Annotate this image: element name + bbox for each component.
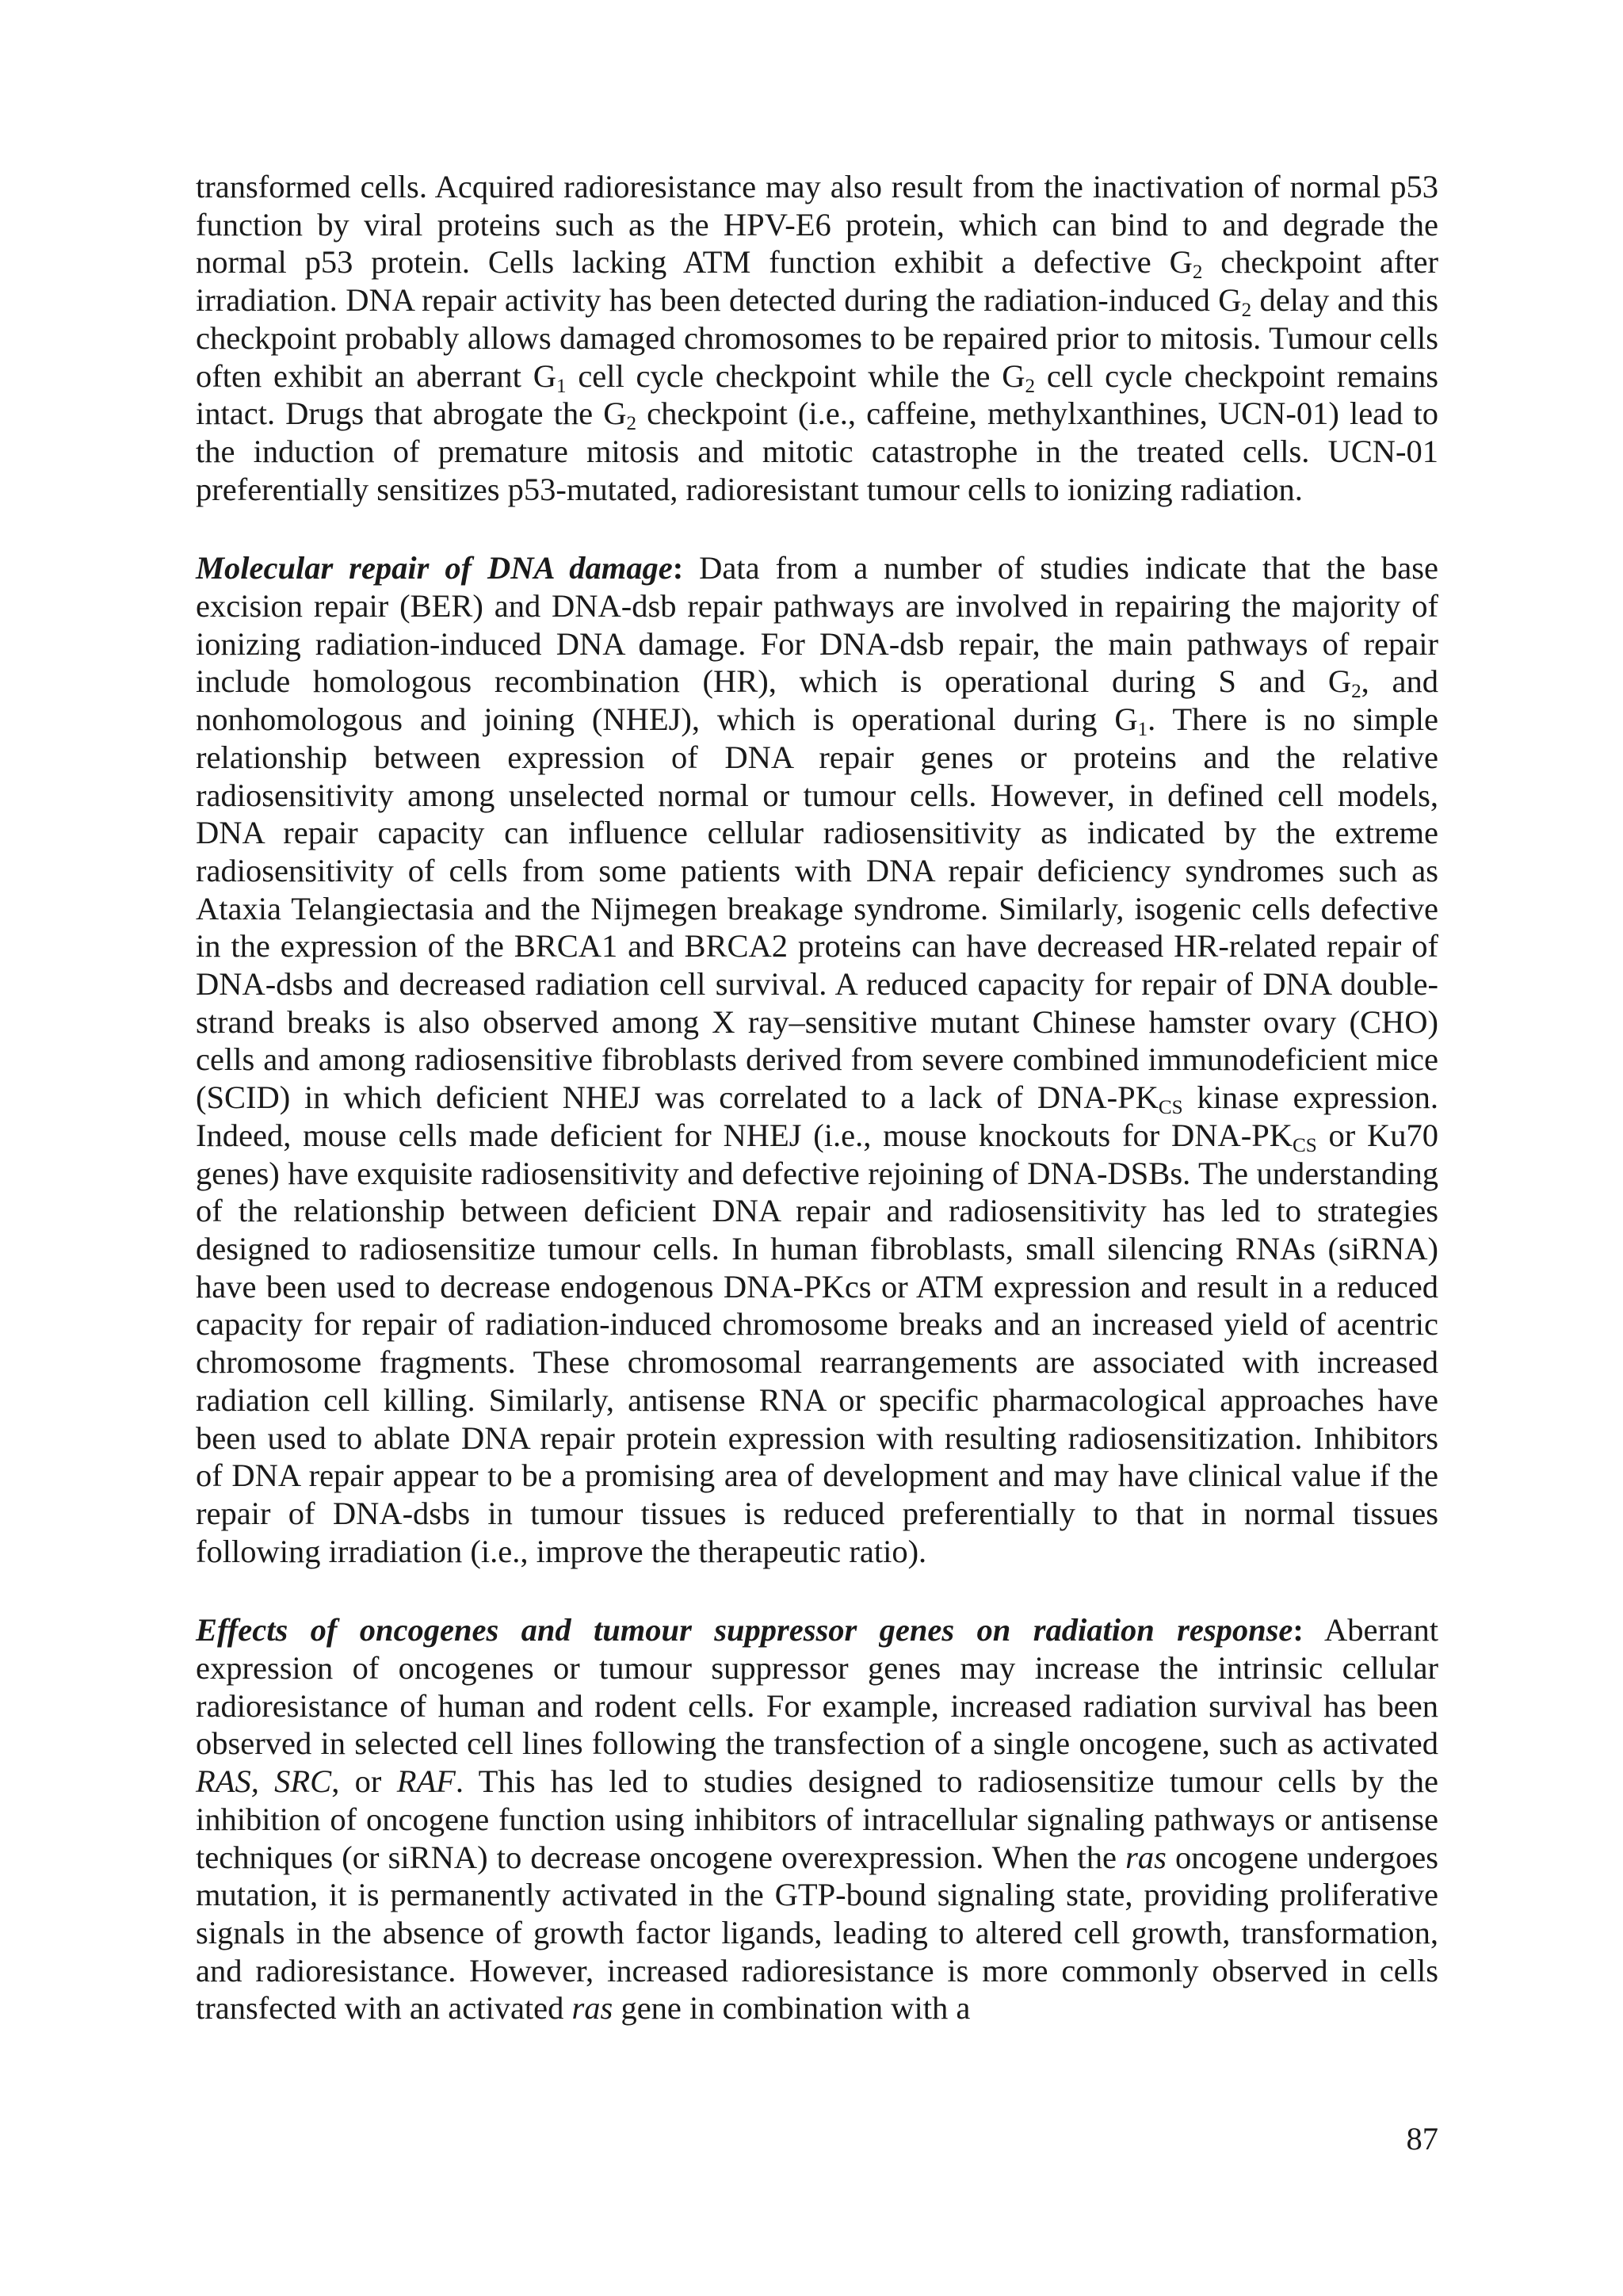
text-run: . This has led to studies designed to radiosensitize tumour cells by the inhibition of oncogene function using inhibitors of intracellular signaling pathways or antisense techniques (or siRNA) to decrease oncogene overexpression. When the bbox=[196, 1763, 1438, 1875]
text-run: oncogene undergoes mutation, it is permanently activated in the GTP-bound signaling state, providing proliferative signals in the absence of growth factor ligands, leading to altered cell growth, transformation, and radioresistance. However, increased radioresistance is more commonly observed in cells transfected with an activated bbox=[196, 1839, 1438, 2027]
text-run: Data from a number of studies indicate that the base excision repair (BER) and DNA-dsb repair pathways are involved in repairing the majority of ionizing radiation-induced DNA damage. For DNA-dsb repair, the main pathways of repair include homologous recombination (HR), which is operational during S and G bbox=[196, 550, 1438, 700]
text-run: or Ku70 genes) have exquisite radiosensitivity and defective rejoining of DNA-DSBs. The understanding of the relationship between deficient DNA repair and radiosensitivity has led to strategies designed to radiosensitize tumour cells. In human fibroblasts, small silencing RNAs (siRNA) have been used to decrease endogenous DNA-PKcs or ATM expression and result in a reduced capacity for repair of radiation-induced chromosome breaks and an increased yield of acentric chromosome fragments. These chromosomal rearrangements are associated with increased radiation cell killing. Similarly, antisense RNA or specific pharmacological approaches have been used to ablate DNA repair protein expression with resulting radiosensitization. Inhibitors of DNA repair appear to be a promising area of development and may have clinical value if the repair of DNA-dsbs in tumour tissues is reduced preferentially to that in normal tissues following irradiation (i.e., improve the therapeutic ratio). bbox=[196, 1117, 1438, 1569]
text-run: gene in combination with a bbox=[613, 1990, 971, 2027]
subscript: 2 bbox=[1241, 300, 1252, 322]
text-run: checkpoint after irradiation. DNA repair activity has been detected during the radiation-induced G bbox=[196, 244, 1438, 319]
section-heading: Effects of oncogenes and tumour suppressor genes on radiation response bbox=[196, 1612, 1293, 1648]
page-number: 87 bbox=[1406, 2121, 1438, 2157]
text-run: , or bbox=[331, 1763, 397, 1800]
text-run: checkpoint (i.e., caffeine, methylxanthines, UCN-01) lead to the induction of premature mitosis and mitotic catastrophe in the treated cells. UCN-01 preferentially sensitizes p53-mutated, radioresistant tumour cells to ionizing radiation. bbox=[196, 395, 1439, 507]
section-heading: Molecular repair of DNA damage bbox=[196, 550, 673, 586]
document-page bbox=[196, 168, 1438, 2027]
subscript: CS bbox=[1158, 1097, 1183, 1119]
heading-colon: : bbox=[672, 550, 684, 586]
gene-name: ras bbox=[1125, 1839, 1167, 1875]
gene-name: RAS, SRC bbox=[196, 1763, 332, 1800]
subscript: CS bbox=[1292, 1134, 1317, 1156]
text-run: . There is no simple relationship between expression of DNA repair genes or proteins and the relative radiosensitivity among unselected normal or tumour cells. However, in defined cell models, DNA repair capacity can influence cellular radiosensitivity as indicated by the extreme radiosensitivity of cells from some patients with DNA repair deficiency syndromes such as Ataxia Telangiectasia and the Nijmegen breakage syndrome. Similarly, isogenic cells defective in the expression of the BRCA1 and BRCA2 proteins can have decreased HR-related repair of DNA-dsbs and decreased radiation cell survival. A reduced capacity for repair of DNA double-strand breaks is also observed among X ray–sensitive mutant Chinese hamster ovary (CHO) cells and among radiosensitive fibroblasts derived from severe combined immunodeficient mice (SCID) in which deficient NHEJ was correlated to a lack of DNA-PK bbox=[196, 701, 1438, 1116]
text-run: transformed cells. Acquired radioresistance may also result from the inactivation of normal p53 function by viral proteins such as the HPV-E6 protein, which can bind to and degrade the normal p53 protein. Cells lacking ATM function exhibit a defective G bbox=[196, 169, 1438, 281]
text-run: cell cycle checkpoint while the G bbox=[566, 357, 1025, 394]
text-run: , and nonhomologous and joining (NHEJ), which is operational during G bbox=[196, 663, 1438, 738]
text-run: Aberrant expression of oncogenes or tumour suppressor genes may increase the intrinsic cellular radioresistance of human and rodent cells. For example, increased radiation survival has been observed in selected cell lines following the transfection of a single oncogene, such as activated bbox=[196, 1612, 1438, 1762]
subscript: 2 bbox=[1192, 262, 1203, 284]
subscript: 2 bbox=[1025, 375, 1036, 397]
subscript: 2 bbox=[1351, 681, 1361, 703]
text-run: kinase expression. Indeed, mouse cells made deficient for NHEJ (i.e., mouse knockouts for DNA-PK bbox=[196, 1079, 1438, 1153]
heading-colon: : bbox=[1293, 1612, 1304, 1648]
paragraph-cell-cycle-checkpoints bbox=[196, 168, 1438, 508]
subscript: 1 bbox=[556, 375, 567, 397]
subscript: 2 bbox=[626, 413, 637, 435]
paragraph-molecular-repair bbox=[196, 549, 1438, 1570]
paragraph-oncogenes bbox=[196, 1611, 1438, 2027]
text-run: delay and this checkpoint probably allows damaged chromosomes to be repaired prior to mitosis. Tumour cells often exhibit an aberrant G bbox=[196, 282, 1438, 394]
gene-name: ras bbox=[571, 1990, 613, 2027]
text-run: cell cycle checkpoint remains intact. Drugs that abrogate the G bbox=[196, 357, 1438, 432]
gene-name: RAF bbox=[396, 1763, 456, 1800]
subscript: 1 bbox=[1137, 719, 1148, 741]
